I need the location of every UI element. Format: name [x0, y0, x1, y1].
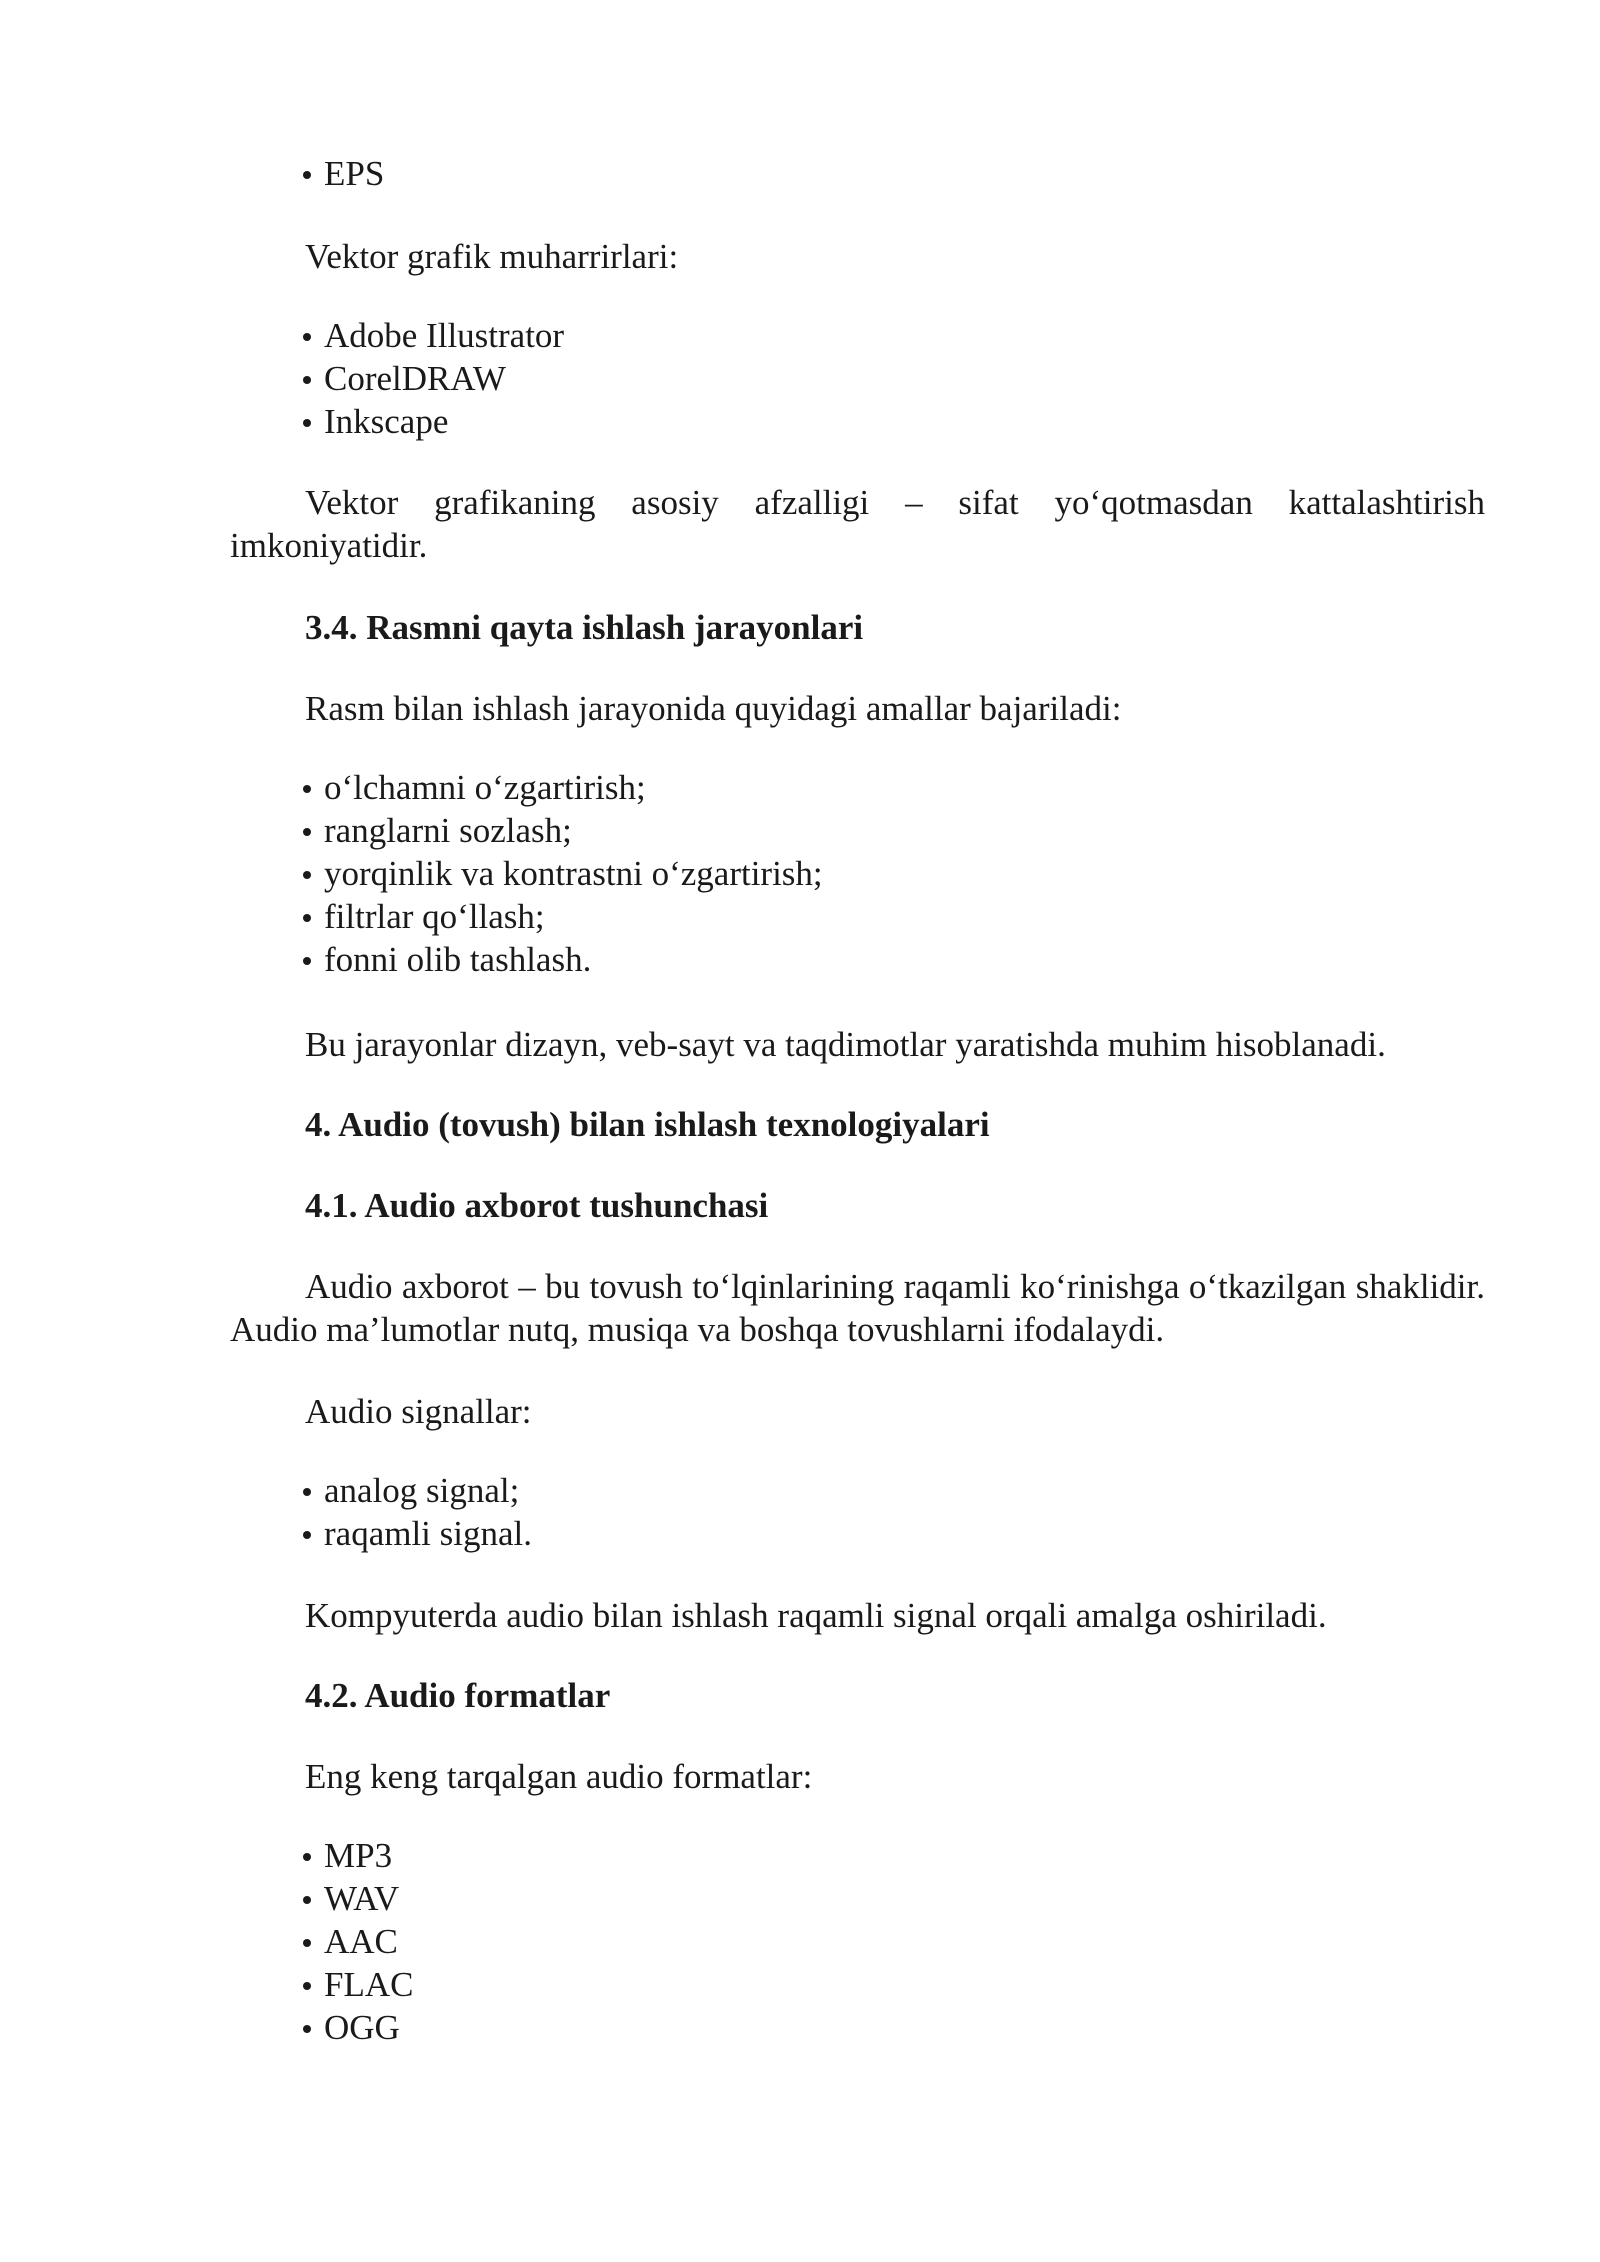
vector-editors-heading: Vektor grafik muharrirlari:: [305, 237, 679, 276]
list-item: [303, 1834, 413, 1877]
bullet-icon: [303, 1896, 311, 1904]
section-3-4-heading: 3.4. Rasmni qayta ishlash jarayonlari: [305, 608, 864, 647]
audio-definition-paragraph: Audio axborot – bu tovush to‘lqinlarining raqamli ko‘rinishga o‘tkazilgan shaklidir. Audio ma’lumotlar nutq, musiqa va boshqa tovushlarni ifodalaydi.: [230, 1267, 1485, 1349]
section-4-2-heading: 4.2. Audio formatlar: [305, 1676, 611, 1715]
list-item: [303, 2006, 413, 2049]
list-item: [303, 1877, 413, 1920]
bullet-icon: [303, 871, 311, 879]
list-item-text: CorelDRAW: [324, 359, 506, 398]
list-item: [303, 895, 823, 938]
list-item-text: filtrlar qo‘llash;: [324, 897, 545, 936]
list-item: [303, 852, 823, 895]
list-item-text: Inkscape: [324, 402, 449, 441]
list-item: [303, 1963, 413, 2006]
list-item: [303, 400, 564, 443]
bullet-icon: [303, 785, 311, 793]
list-item: [303, 1512, 532, 1555]
list-item-text: raqamli signal.: [324, 1514, 533, 1553]
image-ops-intro: Rasm bilan ishlash jarayonida quyidagi amallar bajariladi:: [305, 689, 1122, 728]
list-item-text: WAV: [324, 1879, 400, 1918]
list-item: [303, 1920, 413, 1963]
bullet-icon: [303, 1488, 311, 1496]
list-item-text: FLAC: [324, 1965, 414, 2004]
bullet-icon: [303, 1853, 311, 1861]
bullet-icon: [303, 1531, 311, 1539]
list-item-text: o‘lchamni o‘zgartirish;: [324, 768, 646, 807]
list-item-text: AAC: [324, 1922, 398, 1961]
audio-signals-heading: Audio signallar:: [305, 1392, 532, 1431]
vector-editors-list: [303, 314, 564, 443]
image-ops-list: [303, 766, 823, 981]
audio-formats-intro: Eng keng tarqalgan audio formatlar:: [305, 1757, 813, 1796]
bullet-icon: [303, 333, 311, 341]
list-item-text: yorqinlik va kontrastni o‘zgartirish;: [324, 854, 823, 893]
bullet-icon: [303, 376, 311, 384]
section-4-heading: 4. Audio (tovush) bilan ishlash texnologiyalari: [305, 1105, 990, 1144]
list-item: [303, 809, 823, 852]
list-item-text: ranglarni sozlash;: [324, 811, 572, 850]
audio-signals-list: [303, 1469, 532, 1555]
bullet-icon: [303, 1939, 311, 1947]
audio-signals-summary: Kompyuterda audio bilan ishlash raqamli signal orqali amalga oshiriladi.: [305, 1596, 1327, 1635]
list-item: [303, 314, 564, 357]
bullet-icon: [303, 2025, 311, 2033]
bullet-icon: [303, 171, 311, 179]
list-item-text: fonni olib tashlash.: [324, 940, 592, 979]
list-item-text: Adobe Illustrator: [324, 316, 565, 355]
list-item: [303, 152, 384, 195]
vector-advantage-paragraph: Vektor grafikaning asosiy afzalligi – sifat yo‘qotmasdan kattalashtirish imkoniyatidir.: [230, 483, 1485, 565]
section-4-1-heading: 4.1. Audio axborot tushunchasi: [305, 1186, 769, 1225]
list-item-text: analog signal;: [324, 1471, 520, 1510]
bullet-icon: [303, 957, 311, 965]
list-item-text: OGG: [324, 2008, 400, 2047]
list-item: [303, 938, 823, 981]
list-item: [303, 1469, 532, 1512]
bullet-icon: [303, 828, 311, 836]
image-ops-summary: Bu jarayonlar dizayn, veb-sayt va taqdimotlar yaratishda muhim hisoblanadi.: [305, 1025, 1386, 1064]
list-item: [303, 357, 564, 400]
format-list-continued: [303, 152, 384, 195]
bullet-icon: [303, 1982, 311, 1990]
list-item: [303, 766, 823, 809]
list-item-text: MP3: [324, 1836, 393, 1875]
audio-formats-list: [303, 1834, 413, 2049]
bullet-icon: [303, 419, 311, 427]
list-item-text: EPS: [324, 154, 385, 193]
bullet-icon: [303, 914, 311, 922]
